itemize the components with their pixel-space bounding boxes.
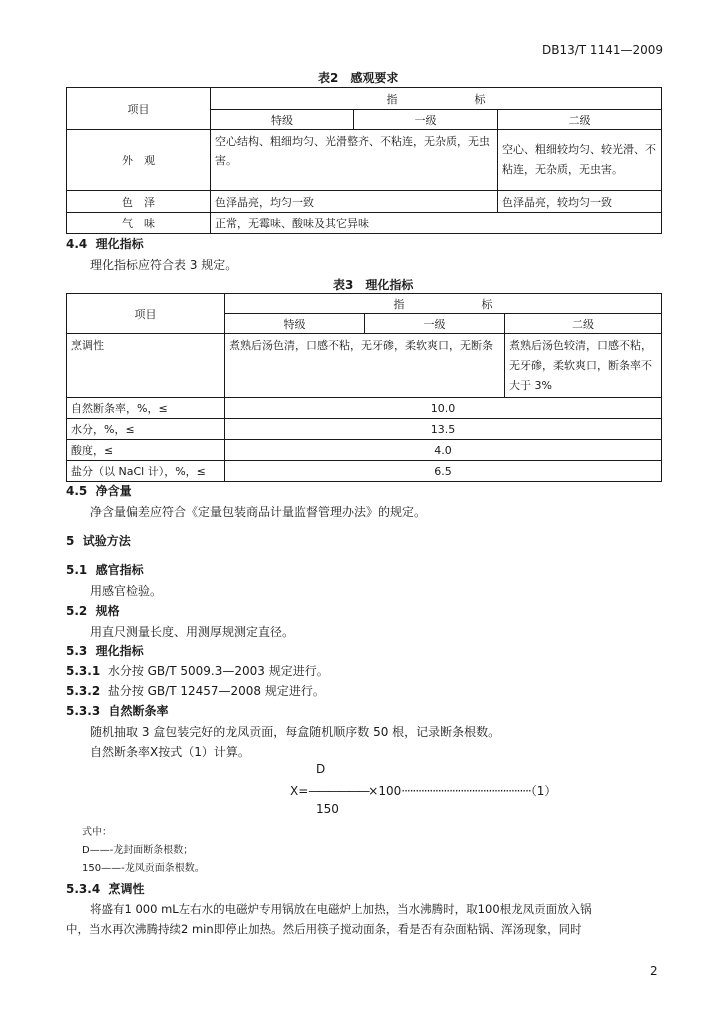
- table3-title: 表3 理化指标: [333, 278, 414, 292]
- table2-cell: 色泽晶亮，较均匀一致: [498, 191, 662, 213]
- table3-row-name: 盐分（以 NaCl 计），%，≤: [67, 461, 225, 482]
- table2-row-name: 色 泽: [67, 191, 211, 213]
- table3-grade-second: 二级: [505, 314, 662, 334]
- table3-cell: 煮熟后汤色清，口感不粘，无牙碜，柔软爽口，无断条: [225, 334, 505, 398]
- table2-grade-special: 特级: [211, 110, 354, 130]
- table2-grade-first: 一级: [354, 110, 498, 130]
- where-definition: D——-龙封面断条根数；: [82, 845, 194, 856]
- table2-index-header: 指 标: [211, 88, 662, 110]
- section-heading: 5.3 理化指标: [66, 644, 144, 658]
- table3-row-name: 酸度，≤: [67, 440, 225, 461]
- section-heading: 4.4 理化指标: [66, 237, 144, 251]
- table3-cell: 煮熟后汤色较清，口感不粘，无牙碜，柔软爽口，断条率不大于 3%: [505, 334, 662, 398]
- paragraph: 将盛有1 000 mL左右水的电磁炉专用锅放在电磁炉上加热，当水沸腾时，取100根龙凤贡面放入锅: [90, 902, 592, 916]
- table2-sensory: [66, 87, 662, 234]
- table2-title: 表2 感观要求: [318, 71, 399, 85]
- table3-item-header: 项目: [67, 294, 225, 334]
- table2-row-name: 外 观: [67, 130, 211, 191]
- table3-cell: 13.5: [225, 419, 662, 440]
- table2-cell: 色泽晶亮，均匀一致: [211, 191, 498, 213]
- clause: 5.3.1 水分按 GB/T 5009.3—2003 规定进行。: [66, 664, 329, 678]
- doc-code: DB13/T 1141—2009: [542, 43, 664, 57]
- table3-cell: 4.0: [225, 440, 662, 461]
- table2-item-header: 项目: [67, 88, 211, 130]
- table3-cell: 6.5: [225, 461, 662, 482]
- table3-index-header: 指 标: [225, 294, 662, 314]
- table2-cell: 空心结构、粗细均匀、光滑整齐、不粘连，无杂质，无虫害。: [211, 130, 498, 191]
- paragraph: 随机抽取 3 盒包装完好的龙凤贡面，每盒随机顺序数 50 根，记录断条根数。: [90, 725, 501, 739]
- section-heading: 5.1 感官指标: [66, 563, 144, 577]
- table2-cell: 正常，无霉味、酸味及其它异味: [211, 213, 662, 234]
- formula-numerator: D: [316, 762, 326, 776]
- page-number: 2: [650, 964, 658, 978]
- section-heading: 5.3.3 自然断条率: [66, 704, 169, 718]
- section-heading: 4.5 净含量: [66, 484, 132, 498]
- table3-grade-first: 一级: [365, 314, 505, 334]
- formula-line: X=——————×100··············································（1）: [290, 784, 557, 798]
- section-heading: 5.2 规格: [66, 604, 120, 618]
- section-heading: 5.3.4 烹调性: [66, 882, 145, 896]
- table3-grade-special: 特级: [225, 314, 365, 334]
- paragraph: 中，当水再次沸腾持续2 min即停止加热。然后用筷子搅动面条，看是否有杂面粘锅、浑汤现象，同时: [66, 922, 582, 936]
- where-definition: 150——-龙凤贡面条根数。: [82, 863, 205, 874]
- table3-row-name: 自然断条率，%，≤: [67, 398, 225, 419]
- paragraph: 理化指标应符合表 3 规定。: [90, 258, 238, 272]
- table3-row-name: 水分，%，≤: [67, 419, 225, 440]
- table3-row-name: 烹调性: [67, 334, 225, 398]
- table2-cell: 空心、粗细较均匀、较光滑、不粘连，无杂质，无虫害。: [498, 130, 662, 191]
- clause: 5.3.2 盐分按 GB/T 12457—2008 规定进行。: [66, 684, 325, 698]
- paragraph: 净含量偏差应符合《定量包装商品计量监督管理办法》的规定。: [90, 505, 427, 519]
- table2-row-name: 气 味: [67, 213, 211, 234]
- paragraph: 用直尺测量长度、用测厚规测定直径。: [90, 625, 295, 639]
- formula-denominator: 150: [316, 802, 339, 816]
- table2-grade-second: 二级: [498, 110, 662, 130]
- where-label: 式中：: [82, 827, 112, 838]
- chapter-heading: 5 试验方法: [66, 534, 131, 548]
- paragraph: 自然断条率X按式（1）计算。: [90, 745, 250, 759]
- paragraph: 用感官检验。: [90, 584, 163, 598]
- table3-physchem: [66, 293, 662, 482]
- table3-cell: 10.0: [225, 398, 662, 419]
